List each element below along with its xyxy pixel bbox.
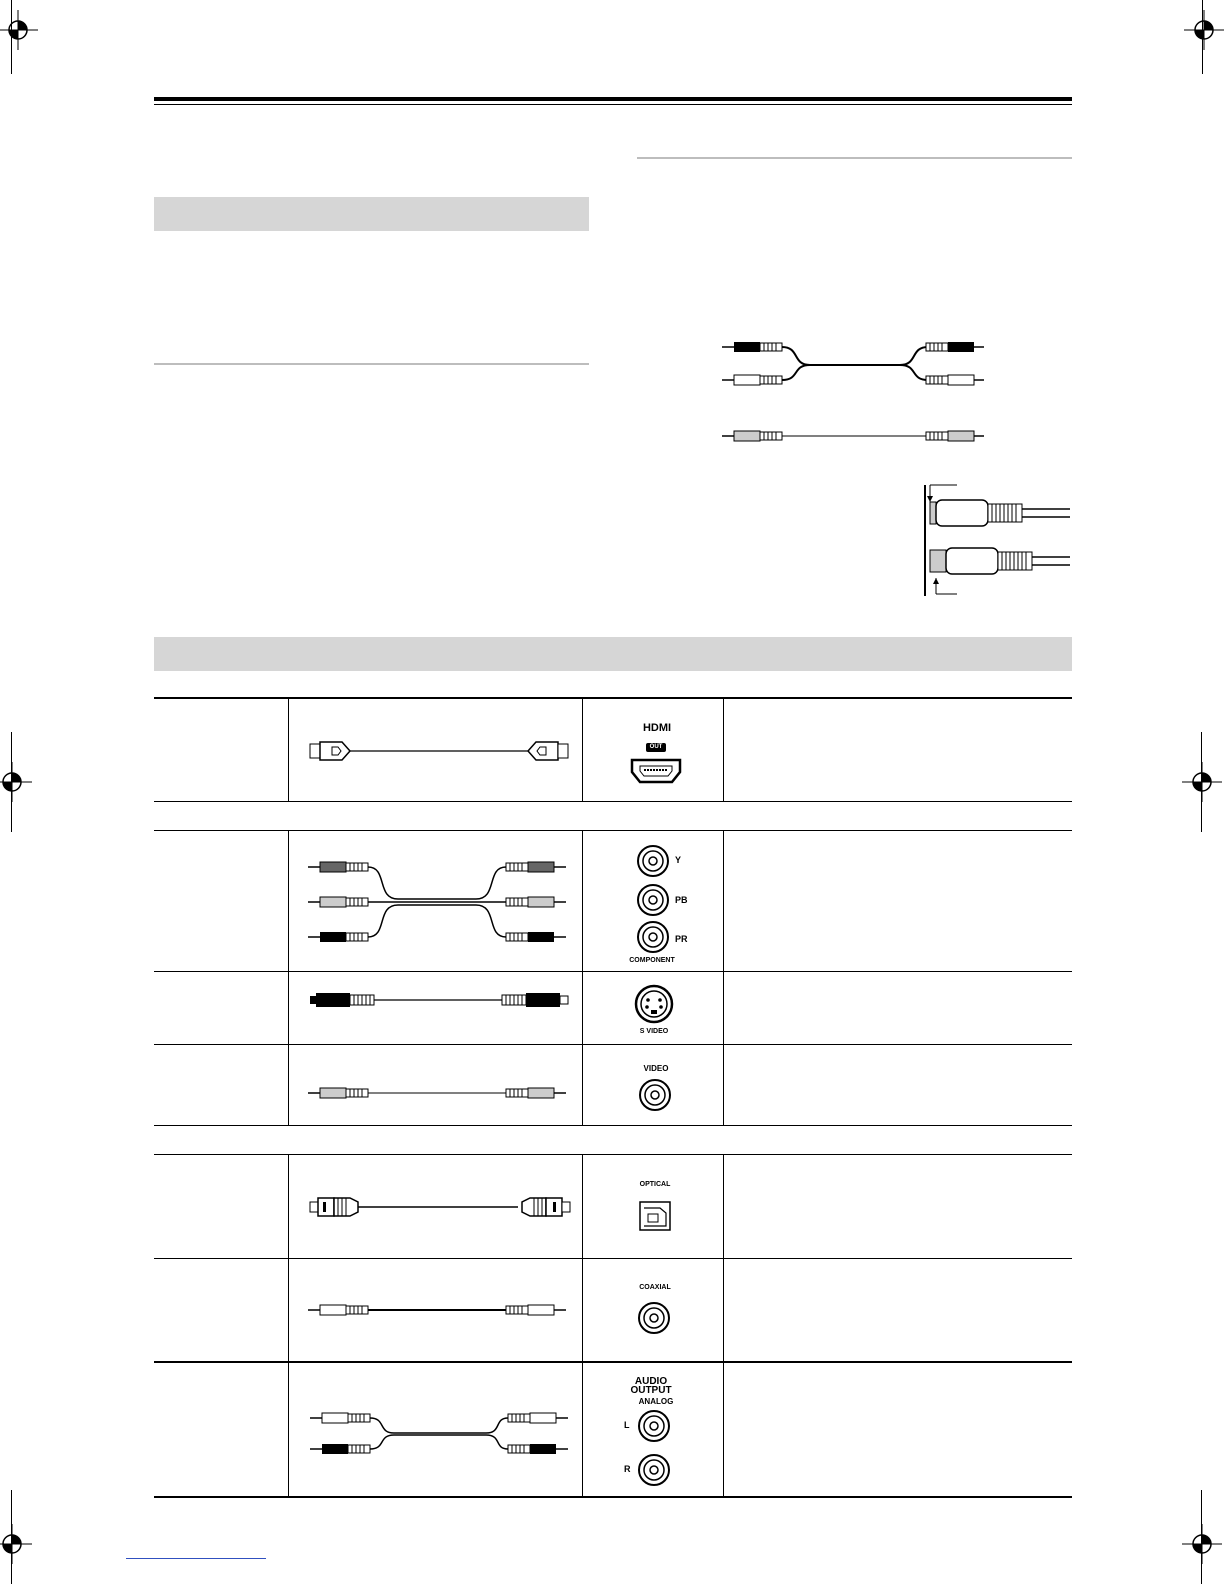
table-rule [154, 1361, 1072, 1363]
component-y-label: Y [675, 855, 682, 865]
crop-line [11, 732, 12, 832]
crop-line [1201, 1490, 1202, 1584]
table-column-divider [288, 699, 289, 801]
analog-title-line2: OUTPUT [630, 1385, 672, 1396]
crop-line [1201, 732, 1202, 832]
analog-subtitle: ANALOG [638, 1397, 674, 1406]
table-rule [154, 697, 1072, 699]
analog-title-line1: AUDIO [634, 1376, 668, 1387]
table-rule [154, 1154, 1072, 1155]
table-column-divider [723, 1155, 724, 1496]
optical-label: OPTICAL [639, 1181, 671, 1188]
table-column-divider [582, 699, 583, 801]
rca-jack-icon [638, 1078, 672, 1112]
rca-jack-icon [636, 844, 670, 878]
optical-cable-icon [308, 1194, 572, 1220]
table-rule [154, 1044, 1072, 1045]
rca-cable-icon [720, 427, 990, 447]
footer-link-underline [126, 1558, 266, 1559]
hdmi-cable-icon [308, 738, 570, 764]
hdmi-label: HDMI [642, 722, 672, 734]
s-video-cable-icon [308, 990, 572, 1010]
crop-line [11, 0, 12, 74]
rca-cable-icon [720, 335, 990, 395]
optical-jack-icon [638, 1200, 672, 1232]
component-pr-label: PR [675, 934, 688, 944]
registration-mark-icon [0, 6, 42, 54]
rca-jack-icon [637, 1453, 671, 1487]
analog-left-label: L [624, 1420, 630, 1430]
section-heading-bar [154, 197, 589, 231]
rca-jack-icon [637, 1301, 671, 1335]
component-caption: COMPONENT [629, 957, 675, 964]
title-rule-thin [154, 104, 1072, 105]
table-rule [154, 830, 1072, 831]
component-pb-label: PB [675, 895, 688, 905]
registration-mark-icon [0, 1520, 36, 1568]
crop-line [1202, 0, 1203, 74]
subsection-rule [637, 157, 1072, 159]
section-heading-bar [154, 637, 1072, 671]
title-rule [154, 97, 1072, 101]
rca-cable-icon [308, 1408, 572, 1464]
table-rule [154, 1258, 1072, 1259]
rca-jack-icon [637, 1409, 671, 1443]
analog-right-label: R [624, 1464, 631, 1474]
rca-cable-icon [306, 1300, 572, 1320]
table-column-divider [582, 1155, 583, 1496]
table-rule [154, 801, 1072, 802]
hdmi-out-badge: OUT [646, 743, 666, 752]
rca-jack-icon [636, 883, 670, 917]
table-column-divider [582, 831, 583, 1125]
table-rule [154, 1125, 1072, 1126]
table-column-divider [723, 699, 724, 801]
video-label: VIDEO [643, 1064, 669, 1073]
rca-cable-icon [306, 855, 572, 949]
hdmi-jack-icon [630, 758, 682, 784]
rca-jack-icon [636, 920, 670, 954]
coaxial-label: COAXIAL [639, 1284, 671, 1291]
subsection-rule [154, 363, 589, 365]
registration-mark-icon [0, 758, 36, 806]
table-rule [154, 1496, 1072, 1498]
s-video-caption: S VIDEO [639, 1028, 669, 1035]
table-column-divider [288, 1155, 289, 1496]
rca-cable-icon [306, 1083, 572, 1103]
crop-line [11, 1490, 12, 1584]
s-video-jack-icon [634, 984, 674, 1024]
table-rule [154, 971, 1072, 972]
plug-insertion-diagram [920, 480, 1072, 598]
table-column-divider [723, 831, 724, 1125]
table-column-divider [288, 831, 289, 1125]
